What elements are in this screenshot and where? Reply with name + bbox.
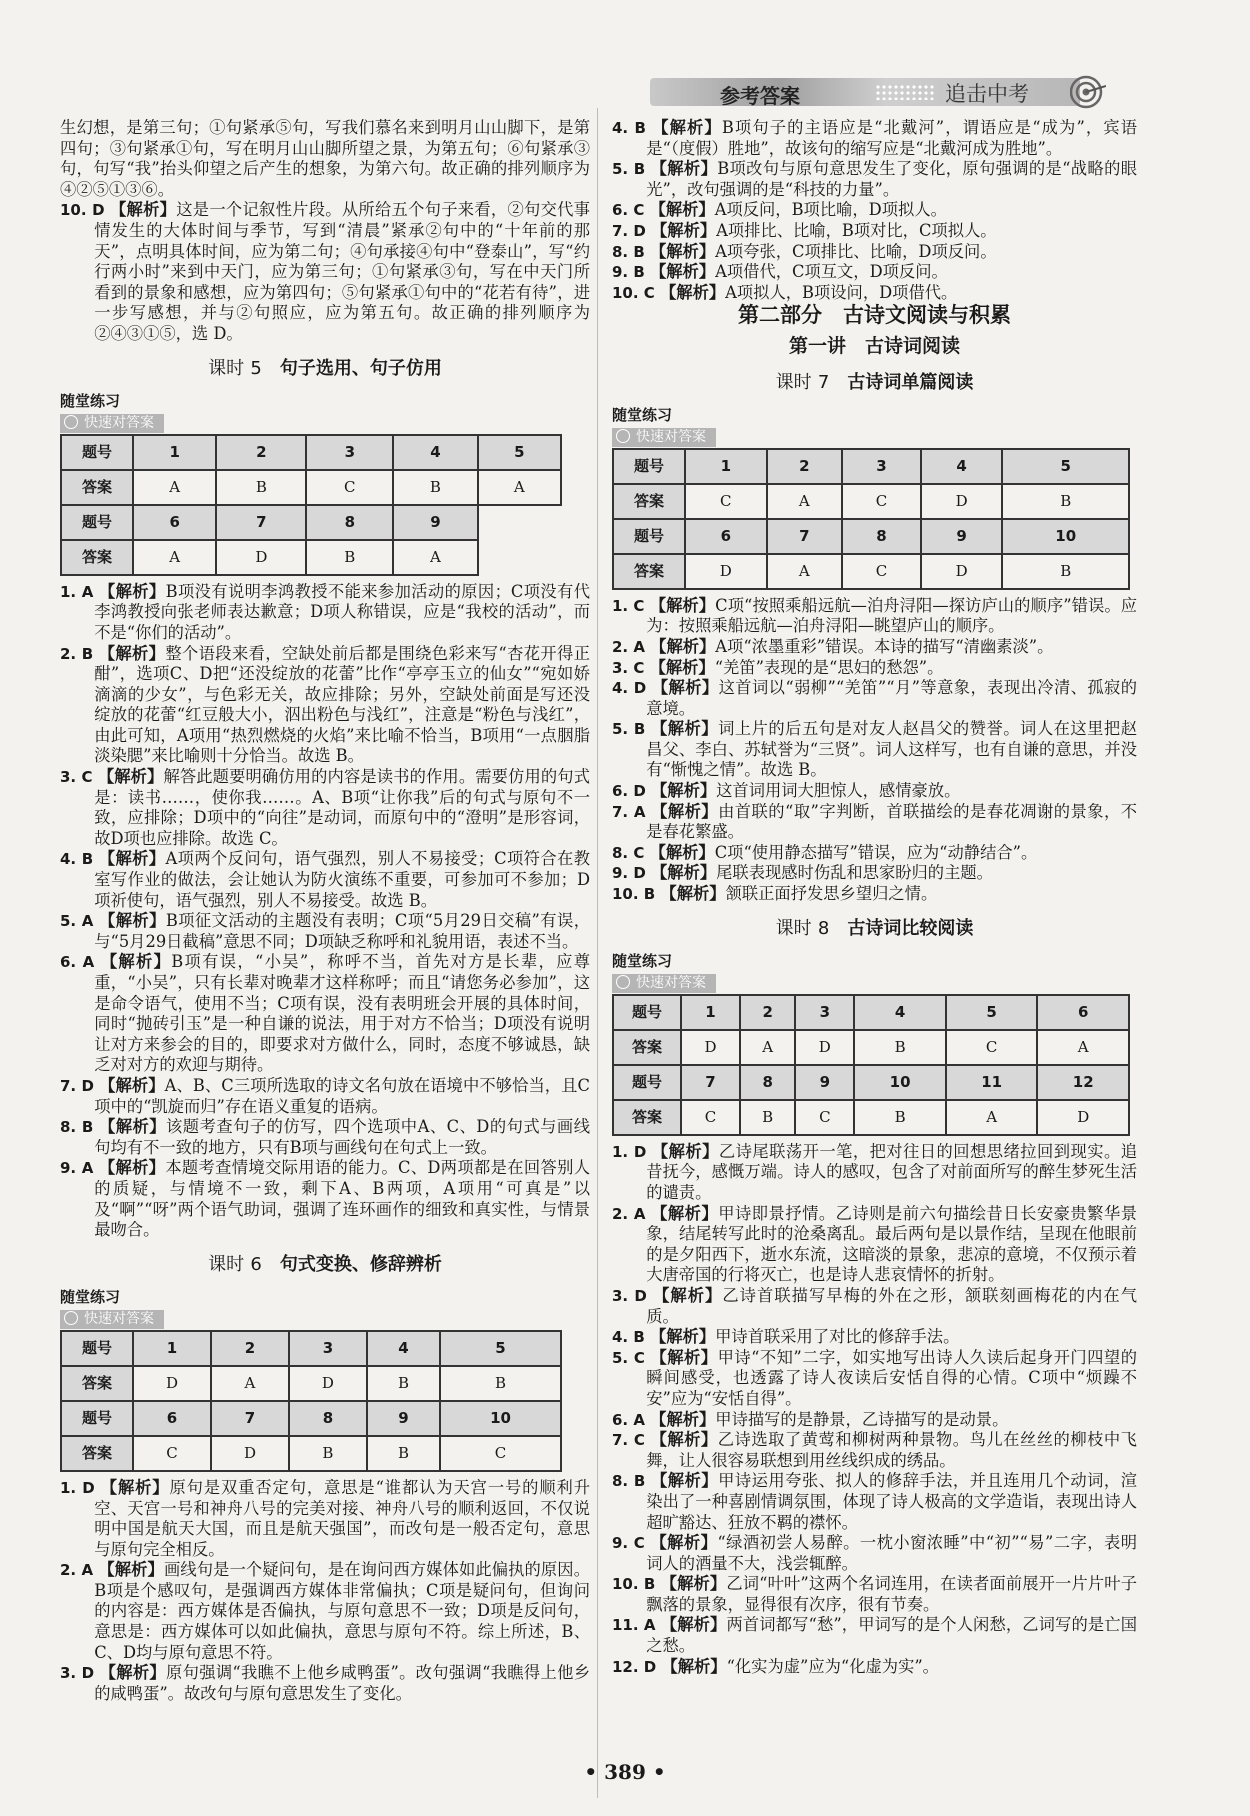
answer-item: 3. C 【解析】“羌笛”表现的是“思妇的愁怨”。	[612, 657, 944, 677]
header-slogan: 追击中考	[945, 82, 1029, 106]
answer-item: 10. C 【解析】A项拟人，B项设问，D项借代。	[612, 282, 958, 302]
answer-item: 7. D 【解析】A项排比、比喻，B项对比，C项拟人。	[612, 220, 997, 240]
answer-item: 8. B 【解析】A项夸张，C项排比、比喻，D项反问。	[612, 241, 997, 261]
practice-heading: 随堂练习	[60, 1288, 121, 1307]
answer-item: 8. C 【解析】C项“使用静态描写”错误，应为“动静结合”。	[612, 842, 1038, 862]
answer-table-lesson-8: 题号 1 2 3 4 5 6 答案 D A D B C A 题号 7 8 9 10 11 12 答案 C B C B A D	[612, 994, 1130, 1136]
answer-item: 6. C 【解析】A项反问，B项比喻，D项拟人。	[612, 200, 947, 220]
answer-item: 7. C 【解析】乙诗选取了黄莺和柳树两种景物。鸟儿在丝丝的柳枝中飞舞，让人很容易联想到用丝线织成的绣品。	[612, 1430, 1137, 1470]
answer-table-lesson-6: 题号 1 2 3 4 5 答案 D A D B B 题号 6 7 8 9 10 答案 C D B B C	[60, 1330, 562, 1472]
answer-item: 10. B 【解析】颔联正面抒发思乡望归之情。	[612, 884, 938, 904]
answer-item: 1. D 【解析】原句是双重否定句，意思是“谁都认为天宫一号的顺利升空、天宫一号和神舟八号的完美对接、神舟八号的顺利返回，不仅说明中国是航天大国，而且是航天强国”，而改句是一般否定句，意思与原句完全相反。	[60, 1477, 590, 1559]
lecture-title: 第一讲 古诗词阅读	[788, 334, 960, 357]
answer-item: 4. B 【解析】甲诗首联采用了对比的修辞手法。	[612, 1327, 960, 1347]
answer-item: 2. B 【解析】整个语段来看，空缺处前后都是围绕色彩来写“杏花开得正酣”，选项C、D把“还没绽放的花蕾”比作“亭亭玉立的仙女”“宛如娇滴滴的少女”，与色彩无关，故应排除；另外，空缺处前面是写还没绽放的花蕾“红豆般大小，泅出粉色与浅红”，注意是“粉色与浅红”，由此可知，A项用“热烈燃烧的火焰”来比喻不恰当，B项用“一点胭脂淡染腮”来比喻则十分恰当。故选 B。	[60, 643, 590, 766]
gear-icon	[64, 1311, 78, 1325]
answer-item: 6. D 【解析】这首词用词大胆惊人，感情豪放。	[612, 781, 961, 801]
answer-item: 4. B 【解析】B项句子的主语应是“北戴河”，谓语应是“成为”，宾语是“（度假）胜地”，故该句的缩写应是“北戴河成为胜地”。	[612, 118, 1137, 158]
answer-item: 9. A 【解析】本题考查情境交际用语的能力。C、D两项都是在回答别人的质疑，与情境不一致，剩下A、B两项，A项用“可真是”以及“啊”“呀”两个语气助词，强调了连环画作的细致和真实性，与情景最吻合。	[60, 1158, 590, 1240]
lesson-6-title: 课时 6 句式变换、修辞辨析	[208, 1253, 442, 1275]
answer-item: 4. D 【解析】这首词以“弱柳”“羌笛”“月”等意象，表现出冷清、孤寂的意境。	[612, 678, 1137, 718]
answer-item: 4. B 【解析】A项两个反问句，语气强烈，别人不易接受；C项符合在教室写作业的做法，会让她认为防火演练不重要，可参加可不参加；D项祈使句，语气强烈，别人不易接受。故选 B。	[60, 849, 590, 910]
answer-item: 3. C 【解析】解答此题要明确仿用的内容是读书的作用。需要仿用的句式是：读书……，使你我……。A、B项“让你我”后的句式与原句不一致，应排除；D项中的“向往”是动词，而原句中的“澄明”是形容词，故D项也应排除。故选 C。	[60, 767, 590, 848]
answer-item: 5. B 【解析】词上片的后五句是对友人赵昌父的赞誉。词人在这里把赵昌父、李白、苏轼誉为“三贤”。词人这样写，也有自谦的意思，并没有“惭愧之情”。故选 B。	[612, 719, 1137, 780]
answer-table-lesson-7: 题号 1 2 3 4 5 答案 C A C D B 题号 6 7 8 9 10 答案 D A C D B	[612, 448, 1130, 590]
gear-icon	[616, 975, 630, 989]
right-column	[612, 118, 1137, 1677]
answer-item: 1. A 【解析】B项没有说明李鸿教授不能来参加活动的原因；C项没有代李鸿教授向张老师表达歉意；D项人称错误，应是“我校的活动”，而不是“你们的活动”。	[60, 581, 590, 642]
answer-item: 5. B 【解析】B项改句与原句意思发生了变化，原句强调的是“战略的眼光”，改句强调的是“科技的力量”。	[612, 159, 1137, 199]
lesson-8-title: 课时 8 古诗词比较阅读	[775, 917, 974, 939]
answer-item: 9. D 【解析】尾联表现感时伤乱和思家盼归的主题。	[612, 863, 993, 883]
quick-answer-tab: 快速对答案	[60, 1310, 164, 1329]
answer-item: 2. A 【解析】A项“浓墨重彩”错误。本诗的描写“清幽素淡”。	[612, 636, 1054, 656]
answer-item: 2. A 【解析】甲诗即景抒情。乙诗则是前六句描绘昔日长安豪贵繁华景象，结尾转写此时的沧桑离乱。最后两句是以景作结，呈现在他眼前的是夕阳西下，逝水东流，这暗淡的景象，悲凉的意境，不仅预示着大唐帝国的行将灭亡，也是诗人悲哀情怀的折射。	[612, 1203, 1137, 1285]
lesson-5-title: 课时 5 句子选用、句子仿用	[208, 357, 442, 379]
answer-item: 10. D 【解析】这是一个记叙性片段。从所给五个句子来看，②句交代事情发生的大体时间与季节，写到“清晨”紧承②句中的“十年前的那天”，点明具体时间，应为第二句；④句承接④句中“登泰山”，写“约行两小时”来到中天门，应为第三句；①句紧承③句，写在中天门所看到的景象和感想，应为第四句；⑤句紧承①句中的“花若有待”，进一步写感想，并与②句照应，应为第五句。故正确的排列顺序为②④③①⑤，选 D。	[60, 200, 590, 343]
answer-item: 9. C 【解析】“绿酒初尝人易醉。一枕小窗浓睡”中“初”“易”二字，表明词人的酒量不大，浅尝辄醉。	[612, 1533, 1137, 1573]
answer-item: 1. C 【解析】C项“按照乘船远航—泊舟浔阳—探访庐山的顺序”错误。应为：按照乘船远航—泊舟浔阳—眺望庐山的顺序。	[612, 595, 1137, 636]
header-answers-label: 参考答案	[720, 84, 800, 108]
practice-heading: 随堂练习	[612, 406, 673, 425]
answer-item: 9. B 【解析】A项借代，C项互文，D项反问。	[612, 262, 948, 282]
answer-item: 8. B 【解析】甲诗运用夸张、拟人的修辞手法，并且连用几个动词，渲染出了一种喜剧情调氛围，体现了诗人极高的文学造诣，表现出诗人超旷豁达、狂放不羁的襟怀。	[612, 1471, 1137, 1532]
intro-paragraph: 生幻想，是第三句；①句紧承⑤句，写我们慕名来到明月山山脚下，是第四句；③句紧承①句，写在明月山山脚所望之景，为第五句；⑥句紧承③句，句写“我”抬头仰望之后产生的想象，为第六句。故正确的排列顺序为④②⑤①③⑥。	[60, 118, 590, 199]
answer-item: 10. B 【解析】乙词“叶叶”这两个名词连用，在读者面前展开一片片叶子飘落的景象，显得很有次序，很有节奏。	[612, 1574, 1137, 1614]
quick-answer-tab: 快速对答案	[612, 428, 716, 447]
column-divider	[597, 108, 598, 1798]
answer-item: 7. A 【解析】由首联的“取”字判断，首联描绘的是春花凋谢的景象，不是春花繁盛。	[612, 801, 1137, 842]
quick-answer-tab: 快速对答案	[60, 414, 164, 433]
target-icon	[1070, 74, 1106, 110]
answer-item: 5. C 【解析】甲诗“不知”二字，如实地写出诗人久读后起身开门四望的瞬间感受，也透露了诗人夜读后安恬自得的心情。C项中“烦躁不安”应为“安恬自得”。	[612, 1347, 1137, 1408]
answer-item: 5. A 【解析】B项征文活动的主题没有表明；C项“5月29日交稿”有误，与“5月29日截稿”意思不同；D项缺乏称呼和礼貌用语，表述不当。	[60, 911, 590, 951]
answer-item: 2. A 【解析】画线句是一个疑问句，是在询问西方媒体如此偏执的原因。B项是个感叹句，是强调西方媒体非常偏执；C项是疑问句，但询问的内容是：西方媒体是否偏执，与原句意思不一致；D项是反问句，意思是：西方媒体可以如此偏执，意思与原句不符。综上所述，B、C、D均与原句意思不符。	[60, 1560, 590, 1662]
gear-icon	[64, 415, 78, 429]
answer-item: 3. D 【解析】乙诗首联描写早梅的外在之形，颔联刻画梅花的内在气质。	[612, 1285, 1137, 1326]
answer-item: 3. D 【解析】原句强调“我瞧不上他乡咸鸭蛋”。改句强调“我瞧得上他乡的咸鸭蛋”。故改句与原句意思发生了变化。	[60, 1663, 590, 1703]
running-header	[650, 74, 1140, 110]
answer-item: 6. A 【解析】甲诗描写的是静景，乙诗描写的是动景。	[612, 1409, 1009, 1429]
answer-item: 6. A 【解析】B项有误，“小吴”，称呼不当，首先对方是长辈，应尊重，“小吴”，只有长辈对晚辈才这样称呼；而且“请您务必参加”，这是命令语气，使用不当；C项有误，没有表明班会开展的具体时间，同时“抛砖引玉”是一种自谦的说法，用于对方不恰当；D项没有说明让对方来参会的目的，即要求对方做什么，同时，态度不够诚恳，缺乏对对方的欢迎与期待。	[60, 952, 590, 1075]
header-dot-pattern	[875, 84, 935, 100]
left-column	[60, 118, 590, 1704]
part-title: 第二部分 古诗文阅读与积累	[738, 303, 1011, 328]
practice-heading: 随堂练习	[60, 392, 121, 411]
page-number: • 389 •	[584, 1760, 666, 1784]
answer-item: 7. D 【解析】A、B、C三项所选取的诗文名句放在语境中不够恰当，且C项中的“凯旋而归”存在语义重复的语病。	[60, 1075, 590, 1116]
practice-heading: 随堂练习	[612, 952, 673, 971]
quick-answer-tab: 快速对答案	[612, 974, 716, 993]
lesson-7-title: 课时 7 古诗词单篇阅读	[775, 371, 974, 393]
answer-table-lesson-5: 题号 1 2 3 4 5 答案 A B C B A 题号 6 7 8 9 答案 A D B A	[60, 434, 562, 576]
answer-item: 8. B 【解析】该题考查句子的仿写，四个选项中A、C、D的句式与画线句均有不一致的地方，只有B项与画线句在句式上一致。	[60, 1117, 590, 1157]
answer-item: 1. D 【解析】乙诗尾联荡开一笔，把对往日的回想思绪拉回到现实。追昔抚今，感慨万端。诗人的感叹，包含了对前面所写的醉生梦死生活的谴责。	[612, 1141, 1137, 1202]
gear-icon	[616, 429, 630, 443]
answer-item: 11. A 【解析】两首词都写“愁”，甲词写的是个人闲愁，乙词写的是亡国之愁。	[612, 1615, 1137, 1656]
answer-item: 12. D 【解析】“化实为虚”应为“化虚为实”。	[612, 1656, 939, 1676]
